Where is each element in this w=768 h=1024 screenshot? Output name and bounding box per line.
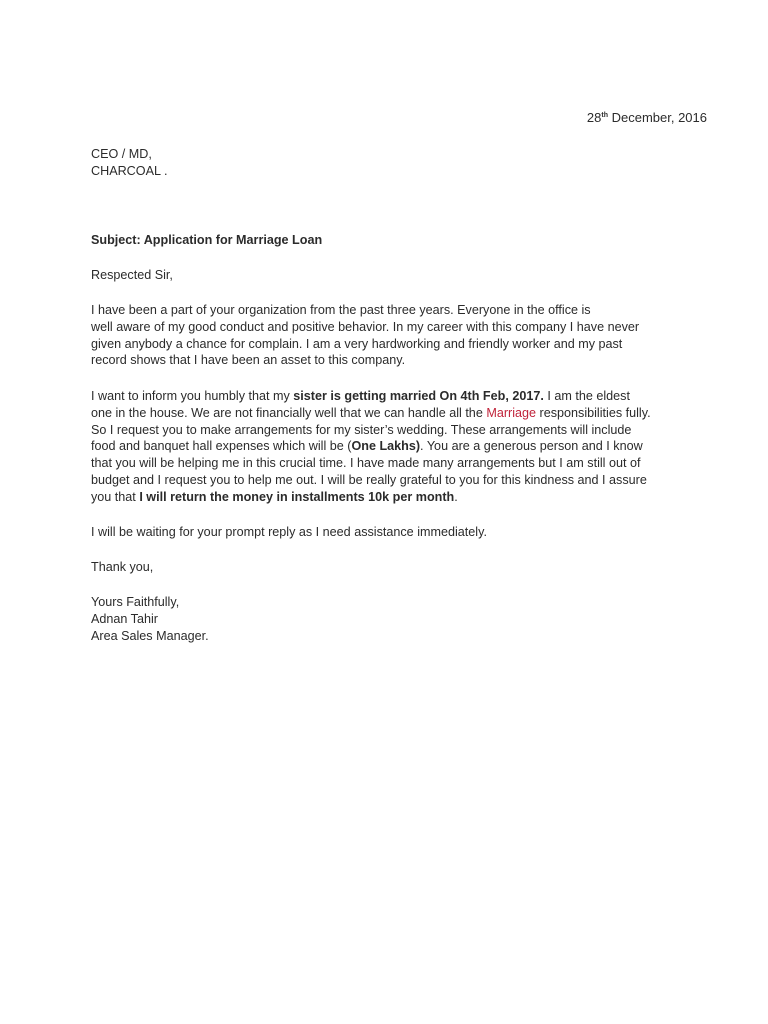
paragraph-2-line-4 <box>91 438 711 455</box>
paragraph-1-line: record shows that I have been an asset to this company. <box>91 353 406 368</box>
signer-name: Adnan Tahir <box>91 611 158 626</box>
paragraph-2-line-1 <box>91 388 711 405</box>
paragraph-1-line: given anybody a chance for complain. I am a very hardworking and friendly worker and my past <box>91 336 623 351</box>
paragraph-2-line-3: So I request you to make arrangements for my sister’s wedding. These arrangements will include <box>91 422 632 437</box>
paragraph-2-line-5: that you will be helping me in this crucial time. I have made many arrangements but I am still out of <box>91 456 641 471</box>
text-run: I am the eldest <box>543 389 630 403</box>
signature-block <box>91 594 711 644</box>
signer-title: Area Sales Manager. <box>91 628 209 643</box>
paragraph-1-line: I have been a part of your organization from the past three years. Everyone in the office is <box>91 303 591 317</box>
text-run: . <box>454 489 458 504</box>
marriage-highlight: Marriage <box>486 405 537 420</box>
amount-emphasis: One Lakhs) <box>351 439 421 454</box>
recipient-line-2: CHARCOAL . <box>91 163 168 178</box>
paragraph-2-line-2 <box>91 405 711 422</box>
date-rest: December, 2016 <box>607 110 707 125</box>
wedding-date-emphasis: sister is getting married On 4th Feb, 2017. <box>293 389 544 403</box>
salutation: Respected Sir, <box>91 268 173 282</box>
recipient-line-1: CEO / MD, <box>91 147 152 161</box>
paragraph-2-line-7 <box>91 489 711 506</box>
paragraph-1 <box>91 302 711 369</box>
text-run: one in the house. We are not financially well that we can handle all the <box>91 405 487 420</box>
paragraph-2 <box>91 388 711 506</box>
text-run: . You are a generous person and I know <box>420 439 643 454</box>
text-run: you that <box>91 489 140 504</box>
date-suffix: th <box>601 112 608 119</box>
date-day: 28 <box>586 110 602 125</box>
text-run: responsibilities fully. <box>536 405 651 420</box>
recipient-address <box>91 146 711 180</box>
paragraph-3: I will be waiting for your prompt reply as I need assistance immediately. <box>91 525 487 539</box>
repayment-emphasis: I will return the money in installments 10k per month <box>139 489 455 504</box>
paragraph-1-line: well aware of my good conduct and positive behavior. In my career with this company I have never <box>91 319 640 334</box>
letter-subject: Subject: Application for Marriage Loan <box>91 233 323 247</box>
text-run: I want to inform you humbly that my <box>91 389 294 403</box>
closing-line: Yours Faithfully, <box>91 595 180 609</box>
text-run: food and banquet hall expenses which will be ( <box>91 439 352 454</box>
letter-date <box>587 110 707 125</box>
thanks-line: Thank you, <box>91 560 154 574</box>
paragraph-2-line-6: budget and I request you to help me out. I will be really grateful to you for this kindness and I assure <box>91 472 647 487</box>
